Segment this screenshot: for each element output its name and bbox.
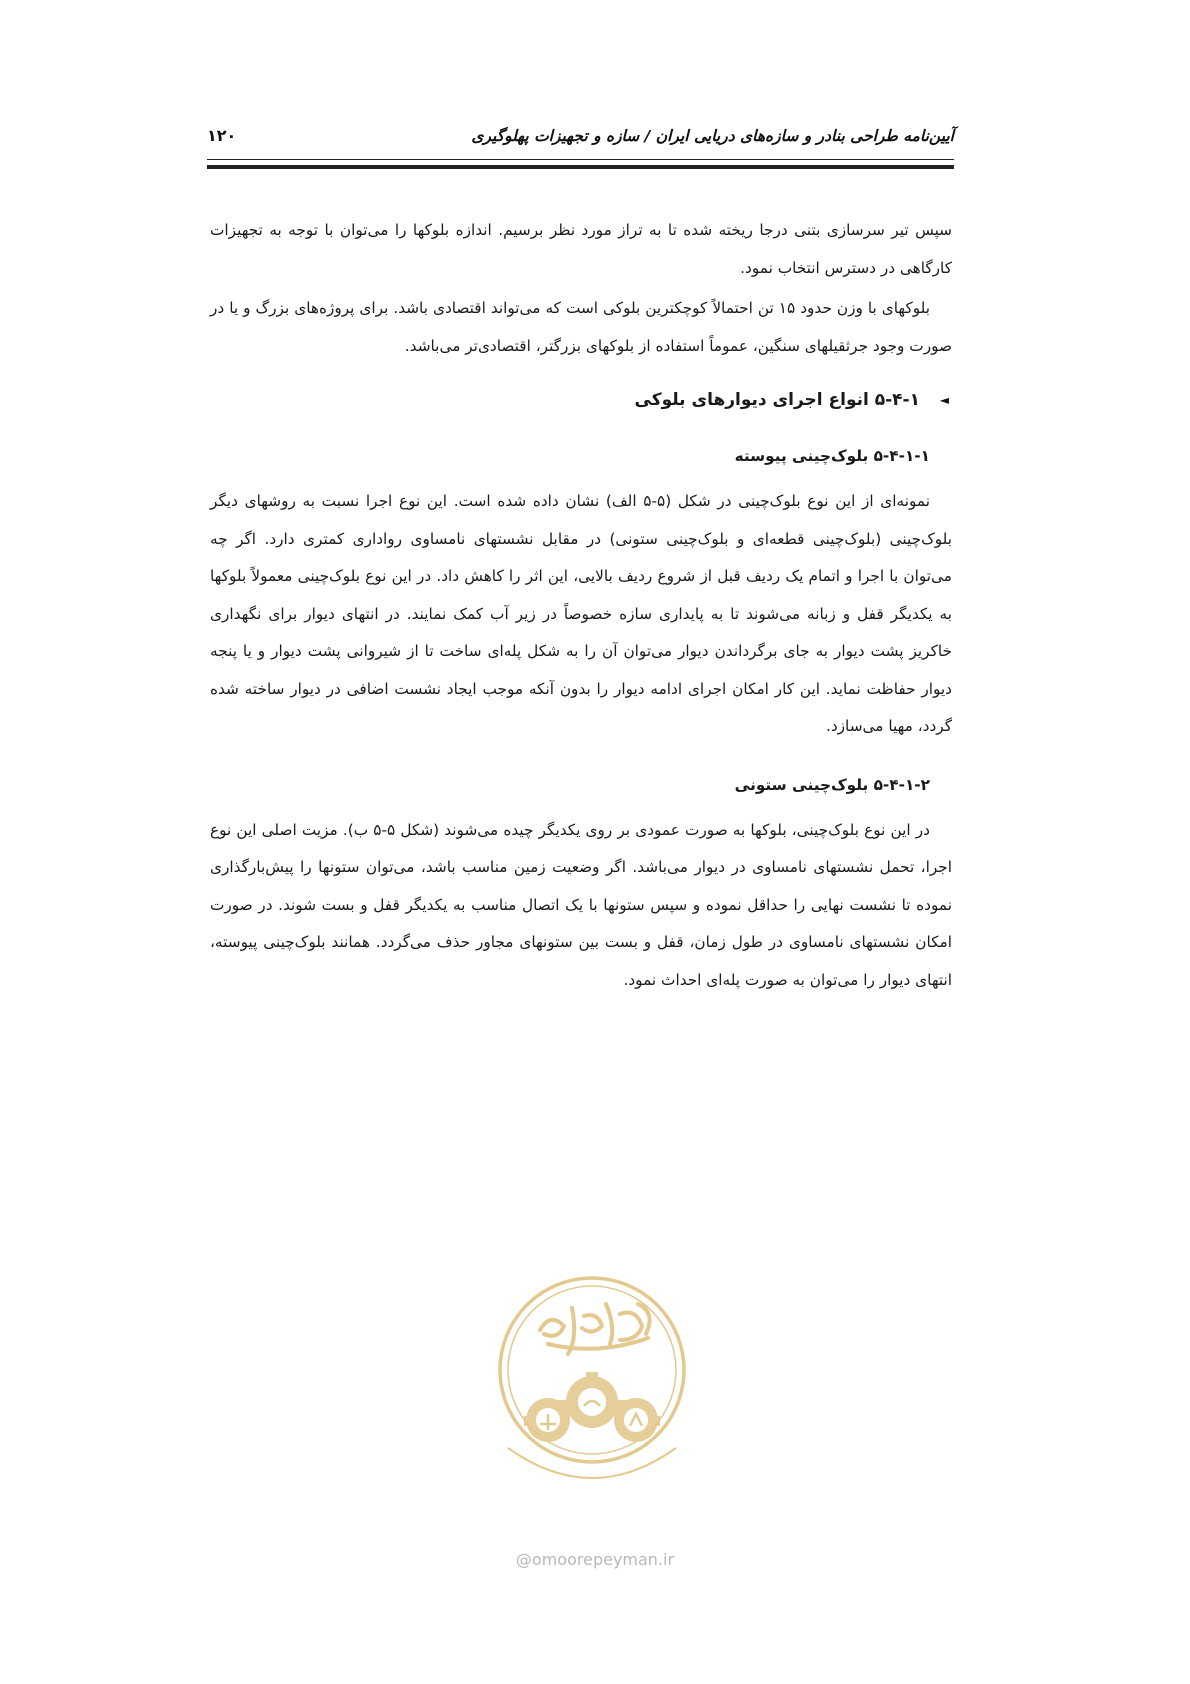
paragraph: سپس تیر سرسازی بتنی درجا ریخته شده تا به تراز مورد نظر برسیم. اندازه بلوکها را می‌توان با توجه به تجهیزات کارگاهی در دسترس انتخاب نمود. xyxy=(210,221,952,277)
watermark-logo-icon xyxy=(488,1270,696,1510)
subsection-heading: ۵-۴-۱-۲ بلوک‌چینی ستونی xyxy=(734,775,930,794)
paragraph: بلوکهای با وزن حدود ۱۵ تن احتمالاً کوچکترین بلوکی است که می‌تواند اقتصادی باشد. برای پروژه‌های بزرگ و یا در صورت وجود جرثقیلهای سنگین، عموماً استفاده از بلوکهای بزرگتر، اقتصادی‌تر می‌باشد. xyxy=(210,299,952,355)
paragraph: در این نوع بلوک‌چینی، بلوکها به صورت عمودی بر روی یکدیگر چیده می‌شوند (شکل ۵-۵ ب). مزیت اصلی این نوع اجرا، تحمل نشستهای نامساوی در دیوار می‌باشد. اگر وضعیت زمین مناسب باشد، می‌توان ستونها را پیش‌بارگذاری نموده تا نشست نهایی را حداقل نموده و سپس ستونها با یک اتصال مناسب به یکدیگر قفل و بست شوند. در صورت امکان نشستهای نامساوی در طول زمان، قفل و بست بین ستونهای مجاور حذف می‌گردد. همانند بلوک‌چینی پیوسته، انتهای دیوار را می‌توان به صورت پله‌ای احداث نمود. xyxy=(210,820,952,989)
page-header xyxy=(207,126,954,145)
watermark-site-text: @omoorepeyman.ir xyxy=(515,1550,675,1569)
page-body xyxy=(210,212,952,999)
section-heading-text: ۵-۴-۱ انواع اجرای دیوارهای بلوکی xyxy=(634,390,920,410)
header-rule-thin xyxy=(207,159,954,160)
page-number: ۱۲۰ xyxy=(207,126,237,145)
section-heading xyxy=(210,383,952,417)
header-rule-thick xyxy=(207,165,954,169)
running-title: آیین‌نامه طراحی بنادر و سازه‌های دریایی ایران / سازه و تجهیزات پهلوگیری xyxy=(471,127,954,145)
subsection-heading: ۵-۴-۱-۱ بلوک‌چینی پیوسته xyxy=(734,447,930,465)
triangle-bullet-icon: ◄ xyxy=(939,393,949,407)
paragraph: نمونه‌ای از این نوع بلوک‌چینی در شکل (۵-۵ الف) نشان داده شده است. این نوع اجرا نسبت به روشهای دیگر بلوک‌چینی (بلوک‌چینی قطعه‌ای و بلوک‌چینی ستونی) در مقابل نشستهای نامساوی رواداری کمتری دارد. اگر چه می‌توان با اجرا و اتمام یک ردیف قبل از شروع ردیف بالایی، این اثر را کاهش داد. در این نوع بلوک‌چینی معمولاً بلوکها به یکدیگر قفل و زبانه می‌شوند تا به پایداری سازه خصوصاً در زیر آب کمک نمایند. در انتهای دیوار برای نگهداری خاکریز پشت دیوار به جای برگرداندن دیوار می‌توان آن را به شکل پله‌ای ساخت تا از شیروانی پشت دیوار و یا پنجه دیوار حفاظت نماید. این کار امکان اجرای ادامه دیوار را بدون آنکه موجب ایجاد نشست اضافی در دیوار ساخته شده گردد، مهیا می‌سازد. xyxy=(210,492,952,735)
